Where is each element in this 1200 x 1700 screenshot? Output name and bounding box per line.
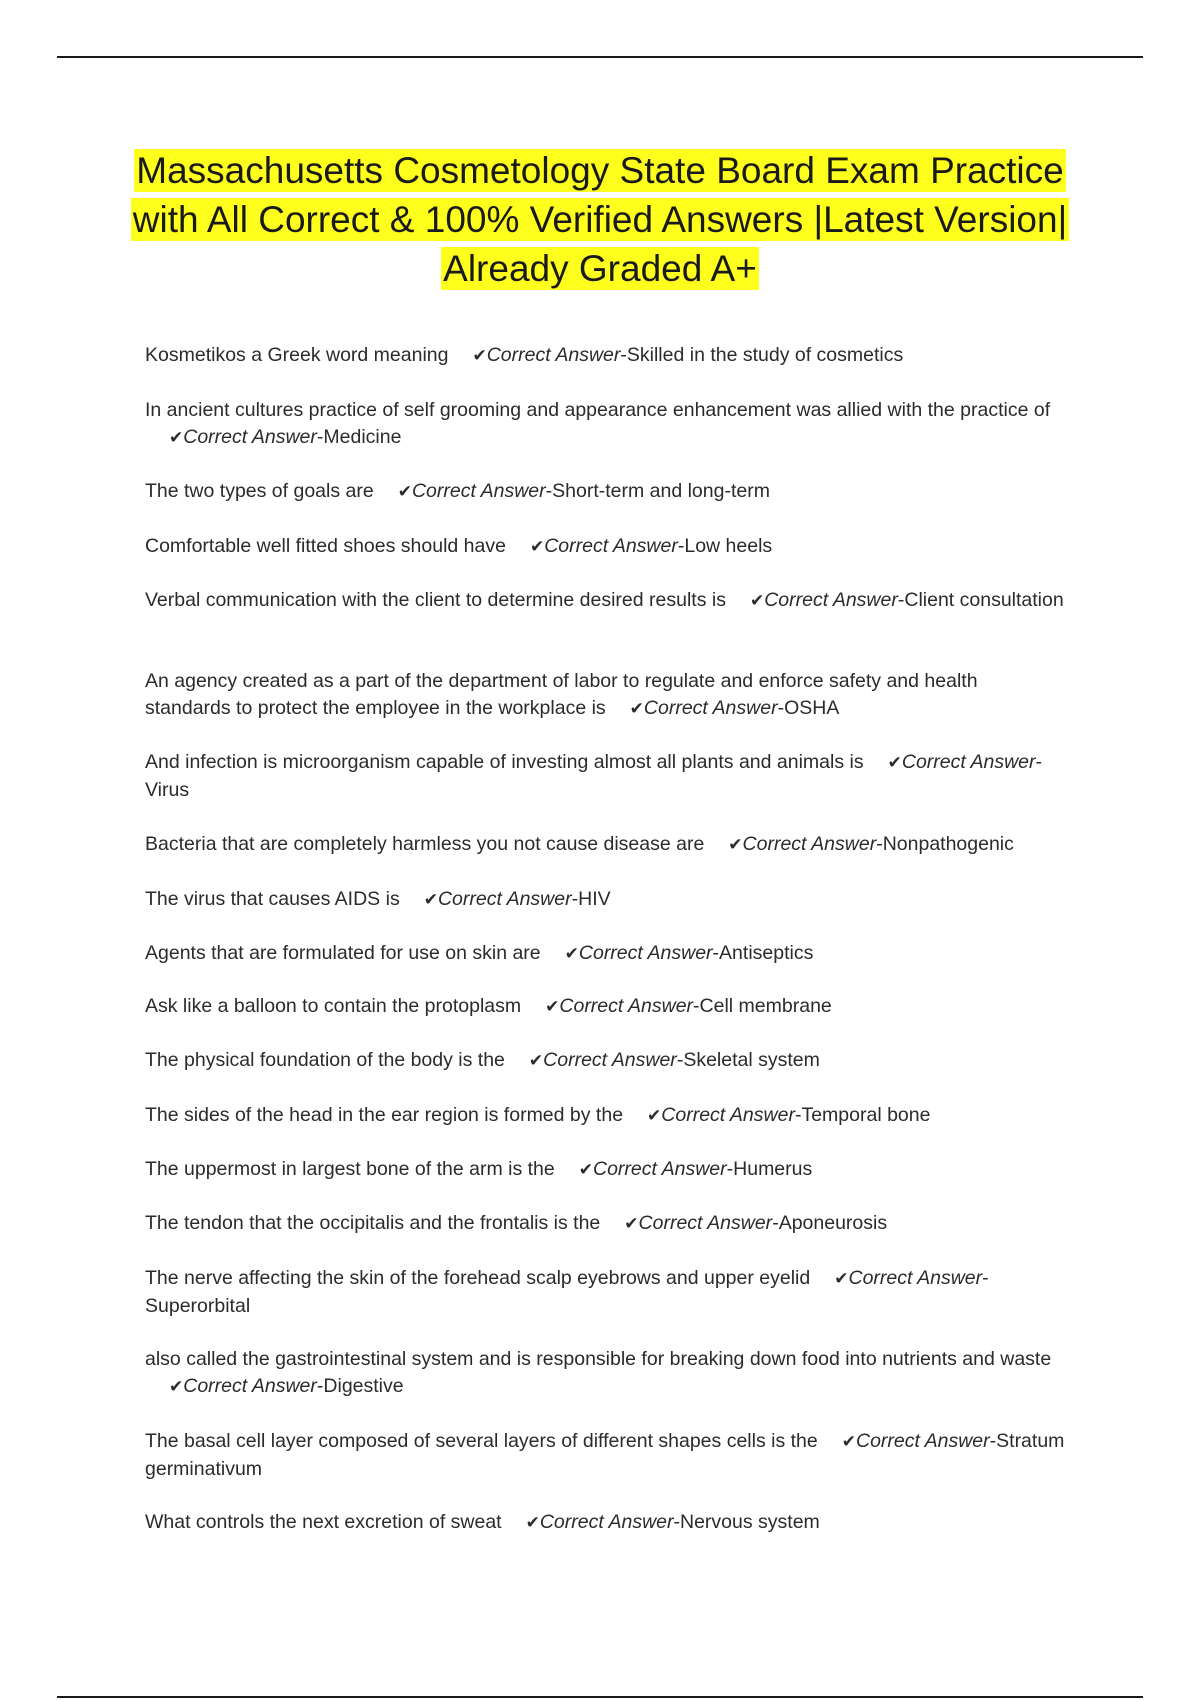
qa-item: Verbal communication with the client to determine desired results is ✔Correct Answer-Client consultation xyxy=(145,589,1064,611)
qa-item: also called the gastrointestinal system and is responsible for breaking down food into nutrients and waste✔Correct Answer-Digestive xyxy=(145,1348,1052,1397)
question-text: The uppermost in largest bone of the arm is the xyxy=(145,1158,555,1180)
answer-label: Correct Answer xyxy=(437,888,572,910)
answer-label: Correct Answer xyxy=(543,1049,677,1071)
qa-item: The uppermost in largest bone of the arm is the ✔Correct Answer-Humerus xyxy=(145,1158,813,1180)
check-icon: ✔ xyxy=(578,1160,593,1180)
question-text: The sides of the head in the ear region is formed by the xyxy=(145,1104,624,1126)
answer-text: Virus xyxy=(145,779,190,801)
answer-text: Antiseptics xyxy=(719,942,814,964)
question-text: Verbal communication with the client to determine desired results is xyxy=(145,589,726,611)
question-text: The physical foundation of the body is the xyxy=(145,1049,505,1071)
check-icon: ✔ xyxy=(169,1377,184,1397)
question-text: An agency created as a part of the department of labor to regulate and enforce safety and health standards to protect the employee in the workplace is xyxy=(145,670,978,719)
qa-item: The basal cell layer composed of several layers of different shapes cells is the ✔Correct Answer-Stratum germinativum xyxy=(145,1430,1065,1480)
check-icon: ✔ xyxy=(728,835,743,855)
answer-label: Correct Answer xyxy=(486,344,621,366)
question-text: The virus that causes AIDS is xyxy=(145,888,400,910)
question-text: In ancient cultures practice of self grooming and appearance enhancement was allied with the practice of xyxy=(145,399,1051,421)
check-icon: ✔ xyxy=(749,591,765,611)
answer-text: Superorbital xyxy=(145,1295,251,1317)
question-text: also called the gastrointestinal system and is responsible for breaking down food into nutrients and waste xyxy=(145,1348,1052,1370)
qa-item: Ask like a balloon to contain the protoplasm ✔Correct Answer-Cell membrane xyxy=(145,995,832,1017)
answer-text: Skilled in the study of cosmetics xyxy=(626,344,904,366)
qa-item: Kosmetikos a Greek word meaning ✔Correct Answer-Skilled in the study of cosmetics xyxy=(145,344,904,366)
answer-label: Correct Answer xyxy=(183,1375,317,1397)
answer-label: Correct Answer xyxy=(539,1511,674,1533)
check-icon: ✔ xyxy=(525,1513,540,1533)
qa-item: The virus that causes AIDS is ✔Correct Answer-HIV xyxy=(145,888,611,910)
qa-item: Comfortable well fitted shoes should have ✔Correct Answer-Low heels xyxy=(145,535,773,557)
question-text: Bacteria that are completely harmless you not cause disease are xyxy=(145,833,705,855)
check-icon: ✔ xyxy=(841,1432,856,1452)
check-icon: ✔ xyxy=(397,482,412,502)
question-text: Agents that are formulated for use on skin are xyxy=(145,942,541,964)
check-icon: ✔ xyxy=(169,428,184,448)
answer-text: Cell membrane xyxy=(699,995,832,1017)
question-text: Comfortable well fitted shoes should have xyxy=(145,535,506,557)
answer-text: Stratum germinativum xyxy=(145,1430,1065,1480)
answer-text: Skeletal system xyxy=(683,1049,820,1071)
answer-text: HIV xyxy=(578,888,611,910)
qa-item: The physical foundation of the body is the ✔Correct Answer-Skeletal system xyxy=(145,1049,820,1071)
qa-item: In ancient cultures practice of self grooming and appearance enhancement was allied with the practice of✔Correct Answer-Medicine xyxy=(145,399,1051,448)
question-text: The two types of goals are xyxy=(145,480,374,502)
answer-label: Correct Answer xyxy=(592,1158,727,1180)
check-icon: ✔ xyxy=(629,699,644,719)
qa-item: An agency created as a part of the department of labor to regulate and enforce safety and health standards to protect the employee in the workplace is ✔Correct Answer-OSHA xyxy=(145,670,978,719)
question-text: The nerve affecting the skin of the forehead scalp eyebrows and upper eyelid xyxy=(145,1267,811,1289)
question-text: What controls the next excretion of sweat xyxy=(145,1511,502,1533)
qa-item: The tendon that the occipitalis and the frontalis is the ✔Correct Answer-Aponeurosis xyxy=(145,1212,888,1234)
qa-item: Agents that are formulated for use on skin are ✔Correct Answer-Antiseptics xyxy=(145,942,814,964)
answer-label: Correct Answer xyxy=(578,942,713,964)
question-text: Kosmetikos a Greek word meaning xyxy=(145,344,449,366)
check-icon: ✔ xyxy=(423,890,438,910)
qa-item: And infection is microorganism capable of investing almost all plants and animals is ✔Correct Answer-Virus xyxy=(145,751,1043,801)
answer-text: Client consultation xyxy=(904,589,1064,611)
answer-text: Digestive xyxy=(323,1375,404,1397)
question-text: The tendon that the occipitalis and the frontalis is the xyxy=(145,1212,601,1234)
check-icon: ✔ xyxy=(472,346,487,366)
qa-item: What controls the next excretion of sweat ✔Correct Answer-Nervous system xyxy=(145,1511,820,1533)
question-text: And infection is microorganism capable of investing almost all plants and animals is xyxy=(145,751,864,773)
bottom-rule xyxy=(57,1696,1143,1698)
answer-text: Nonpathogenic xyxy=(882,833,1014,855)
check-icon: ✔ xyxy=(564,944,579,964)
check-icon: ✔ xyxy=(529,537,545,557)
answer-text: Aponeurosis xyxy=(778,1212,888,1234)
answer-text: Medicine xyxy=(323,426,402,448)
qa-item: The nerve affecting the skin of the forehead scalp eyebrows and upper eyelid ✔Correct Answer-Superorbital xyxy=(145,1267,989,1317)
qa-item: The two types of goals are ✔Correct Answer-Short-term and long-term xyxy=(145,480,770,502)
answer-label: Correct Answer xyxy=(638,1212,773,1234)
question-text: The basal cell layer composed of several layers of different shapes cells is the xyxy=(145,1430,818,1452)
qa-item: The sides of the head in the ear region is formed by the ✔Correct Answer-Temporal bone xyxy=(145,1104,931,1126)
answer-text: OSHA xyxy=(784,697,840,719)
check-icon: ✔ xyxy=(647,1106,662,1126)
answer-label: Correct Answer xyxy=(544,535,678,557)
answer-label: Correct Answer xyxy=(901,751,1036,773)
answer-label: Correct Answer xyxy=(559,995,694,1017)
check-icon: ✔ xyxy=(528,1051,544,1071)
answer-label: Correct Answer xyxy=(661,1104,795,1126)
answer-label: Correct Answer xyxy=(183,426,317,448)
answer-label: Correct Answer xyxy=(643,697,778,719)
answer-text: Short-term and long-term xyxy=(552,480,770,502)
answer-label: Correct Answer xyxy=(411,480,546,502)
answer-label: Correct Answer xyxy=(742,833,877,855)
document-title-text: Massachusetts Cosmetology State Board Exam Practice with All Correct & 100% Verified Answers |Latest Version| Already Graded A+ xyxy=(132,150,1068,289)
check-icon: ✔ xyxy=(887,753,902,773)
answer-text: Temporal bone xyxy=(801,1104,931,1126)
check-icon: ✔ xyxy=(624,1214,639,1234)
answer-text: Humerus xyxy=(733,1158,813,1180)
question-text: Ask like a balloon to contain the protoplasm xyxy=(145,995,522,1017)
answer-text: Low heels xyxy=(684,535,773,557)
answer-label: Correct Answer xyxy=(764,589,898,611)
answer-label: Correct Answer xyxy=(848,1267,983,1289)
answer-text: Nervous system xyxy=(680,1511,820,1533)
qa-item: Bacteria that are completely harmless you not cause disease are ✔Correct Answer-Nonpathogenic xyxy=(145,833,1014,855)
check-icon: ✔ xyxy=(834,1269,849,1289)
answer-label: Correct Answer xyxy=(855,1430,990,1452)
check-icon: ✔ xyxy=(545,997,560,1017)
